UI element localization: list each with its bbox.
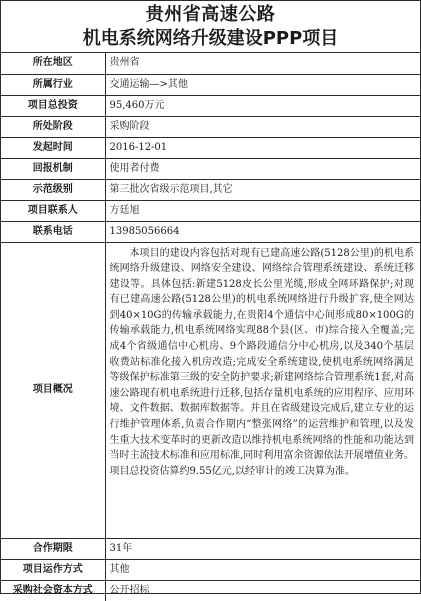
value-industry: 交通运输—>其他 — [105, 74, 420, 95]
row-total-investment — [1, 95, 420, 116]
label-total-investment: 项目总投资 — [1, 95, 105, 116]
row-stage — [1, 116, 420, 137]
row-region — [1, 53, 420, 74]
row-return-mechanism — [1, 158, 420, 179]
project-info-table — [1, 53, 420, 601]
project-title-line-2: 机电系统网络升级建设PPP项目 — [82, 28, 339, 49]
row-procurement-method — [1, 580, 420, 601]
value-region: 贵州省 — [105, 53, 420, 74]
label-start-date: 发起时间 — [1, 137, 105, 158]
row-start-date — [1, 137, 420, 158]
value-cooperation-period: 31年 — [105, 538, 420, 559]
row-demo-level — [1, 179, 420, 200]
value-contact-person: 方廷旭 — [105, 200, 420, 221]
value-return-mechanism: 使用者付费 — [105, 158, 420, 179]
value-stage: 采购阶段 — [105, 116, 420, 137]
row-operation-mode — [1, 559, 420, 580]
project-title-line-1: 贵州省高速公路 — [145, 4, 276, 25]
value-operation-mode: 其他 — [105, 559, 420, 580]
value-start-date: 2016-12-01 — [105, 137, 420, 158]
label-contact-phone: 联系电话 — [1, 221, 105, 242]
label-overview: 项目概况 — [1, 242, 105, 538]
label-contact-person: 项目联系人 — [1, 200, 105, 221]
value-total-investment: 95,460万元 — [105, 95, 420, 116]
overview-paragraph: 本项目的建设内容包括对现有已建高速公路(5128公里)的机电系统网络升级建设、网络安全建设、网络综合管理系统建设、系统迁移建设等。具体包括:新建5128皮长公里光缆,形成全网环路保护;对现有已建高速公路(5128公里)的机电系统网络进行升级扩容,使全网达到40×10G的传输承载能力,在贵阳4个通信中心间形成80×100G的传输承载能力,机电系统网络实现88个县(区、市)综合接入全覆盖;完成4个省级通信中心机房、9个路段通信分中心机房,以及340个基层收费站标准化接入机房改造;完成安全系统建设,使机电系统网络满足等级保护标准第三级的安全防护要求;新建网络综合管理系统1套,对高速公路现有机电系统进行迁移,包括存量机电系统的应用程序、应用环境、文件数据、数据库数据等。并且在省级建设完成后,建立专业的运行维护管理体系,负责合作期内“整张网络”的运营维护和管理,以及发生重大技术变革时的更新改造以维持机电系统网络的性能和功能达到当时主流技术标准和应用标准,同时利用富余资源依法开展增值业务。项目总投资估算约9.55亿元,以经审计的竣工决算为准。 — [109, 247, 414, 477]
label-region: 所在地区 — [1, 53, 105, 74]
row-industry — [1, 74, 420, 95]
value-demo-level: 第三批次省级示范项目,其它 — [105, 179, 420, 200]
label-return-mechanism: 回报机制 — [1, 158, 105, 179]
value-procurement-method: 公开招标 — [109, 584, 150, 596]
label-procurement-method: 采购社会资本方式 — [1, 580, 105, 601]
value-contact-phone: 13985056664 — [105, 221, 420, 242]
label-cooperation-period: 合作期限 — [1, 538, 105, 559]
row-overview — [1, 242, 420, 538]
label-stage: 所处阶段 — [1, 116, 105, 137]
project-title — [1, 1, 420, 53]
row-contact-person — [1, 200, 420, 221]
row-contact-phone — [1, 221, 420, 242]
row-cooperation-period — [1, 538, 420, 559]
label-industry: 所属行业 — [1, 74, 105, 95]
label-operation-mode: 项目运作方式 — [1, 559, 105, 580]
label-demo-level: 示范级别 — [1, 179, 105, 200]
value-overview — [105, 242, 420, 538]
